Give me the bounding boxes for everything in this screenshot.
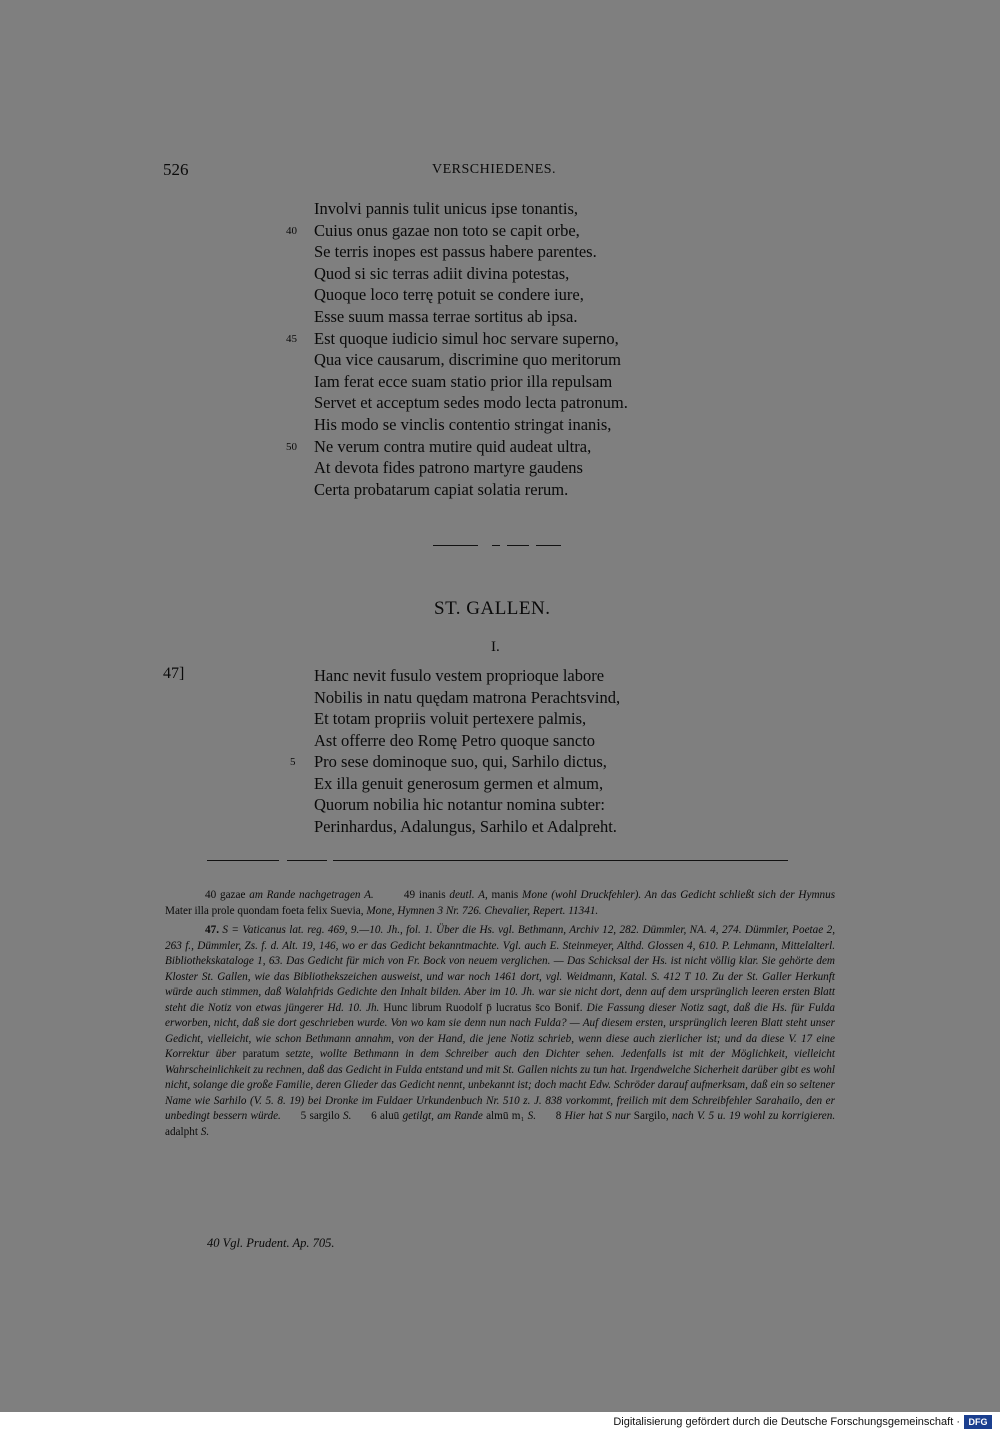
verse-line: Ex illa genuit generosum germen et almum, xyxy=(314,774,604,793)
verse-line: Et totam propriis voluit pertexere palmis, xyxy=(314,709,587,728)
critical-apparatus xyxy=(165,888,835,1144)
verse-line: Pro sese dominoque suo, qui, Sarhilo dictus, xyxy=(314,752,607,771)
ornament-segment xyxy=(536,545,561,546)
verse-line: Quorum nobilia hic notantur nomina subter: xyxy=(314,795,605,814)
ornament-segment xyxy=(433,545,478,546)
verse-line: Quod si sic terras adiit divina potestas, xyxy=(314,264,570,283)
rule-segment xyxy=(207,860,279,861)
verse-line: Quoque loco terrę potuit se condere iure, xyxy=(314,285,584,304)
rule-segment xyxy=(287,860,327,861)
footnote-source: 40 Vgl. Prudent. Ap. 705. xyxy=(207,1236,335,1250)
verse-line: Certa probatarum capiat solatia rerum. xyxy=(314,480,569,499)
verse-line: At devota fides patrono martyre gaudens xyxy=(314,458,583,477)
running-title: VERSCHIEDENES. xyxy=(432,162,557,177)
verse-line: Involvi pannis tulit unicus ipse tonantis, xyxy=(314,199,578,218)
ornament-segment xyxy=(492,545,500,546)
verse-line: Perinhardus, Adalungus, Sarhilo et Adalpreht. xyxy=(314,817,617,836)
section-number: I. xyxy=(491,639,500,655)
line-number: 45 xyxy=(286,333,297,345)
dfg-logo-icon: DFG xyxy=(964,1415,992,1429)
verse-line: Iam ferat ecce suam statio prior illa repulsam xyxy=(314,372,613,391)
funding-notice: Digitalisierung gefördert durch die Deutsche Forschungsgemeinschaft · xyxy=(613,1416,960,1428)
verse-line: Hanc nevit fusulo vestem proprioque labore xyxy=(314,666,605,685)
rule-segment xyxy=(333,860,788,861)
verse-line: Esse suum massa terrae sortitus ab ipsa. xyxy=(314,307,578,326)
verse-line: Nobilis in natu quędam matrona Perachtsvind, xyxy=(314,688,621,707)
note-40-49: 40 gazae am Rande nachgetragen A. 49 inanis deutl. A, manis Mone (wohl Druckfehler). An das Gedicht schließt sich der Hymnus Mater illa prole quondam foeta felix Suevia, Mone, Hymnen 3 Nr. 726. Chevalier, Repert. 11341. xyxy=(165,889,836,917)
verse-line: Qua vice causarum, discrimine quo meritorum xyxy=(314,350,621,369)
poem-number: 47] xyxy=(163,665,185,682)
section-title: ST. GALLEN. xyxy=(434,598,551,619)
verse-line: Ne verum contra mutire quid audeat ultra, xyxy=(314,437,592,456)
ornament-segment xyxy=(507,545,529,546)
line-number: 50 xyxy=(286,441,297,453)
verse-line: Servet et acceptum sedes modo lecta patronum. xyxy=(314,393,628,412)
verse-line: His modo se vinclis contentio stringat inanis, xyxy=(314,415,612,434)
page-number: 526 xyxy=(163,160,189,179)
line-number: 40 xyxy=(286,225,297,237)
verse-line: Ast offerre deo Romę Petro quoque sancto xyxy=(314,731,596,750)
verse-line: Se terris inopes est passus habere parentes. xyxy=(314,242,597,261)
verse-line: Cuius onus gazae non toto se capit orbe, xyxy=(314,221,580,240)
line-number: 5 xyxy=(290,756,296,768)
footer-bar xyxy=(0,1412,1000,1434)
note-47: 47. S = Vaticanus lat. reg. 469, 9.—10. Jh., fol. 1. Über die Hs. vgl. Bethmann, Archiv 12, 282. Dümmler, NA. 4, 274. Dümmler, Poetae 2, 263 f., Dümmler, Zs. f. d. Alt. 19, 146, wo er das Gedicht bekanntmachte. Vgl. auch E. Steinmeyer, Althd. Glossen 4, 610. P. Lehmann, Mittelalterl. Bibliothekskataloge 1, 63. Das Gedicht für mich von Fr. Bock von neuem verglichen. — Das Schicksal der Hs. ist nicht völlig klar. Sie gehörte dem Kloster St. Gallen, wie das Bibliothekszeichen ausweist, und war noch 1461 dort, vgl. Weidmann, Katal. S. 412 T 10. Zu der St. Galler Herkunft würde auch stimmen, daß Walahfrids Gedichte den Inhalt bilden. Aber im 10. Jh. war sie nicht dort, denn auf dem ursprünglich leeren ersten Blatt steht die Notiz von etwas jüngerer Hd. 10. Jh. Hunc librum Ruodolf p̄ lucratus s̄co Bonif. Die Fassung dieser Notiz sagt, daß die Hs. für Fulda erworben, nicht, daß sie dort geschrieben wurde. Von wo kam sie denn nun nach Fulda? — Auf diesem ersten, ursprünglich leeren Blatt steht unser Gedicht, vielleicht, wie schon Bethmann annahm, von der Hand, die jene Notiz schrieb, wenn diese auch zierlicher ist; und da diese V. 17 eine Korrektur über paratum setzte, wollte Bethmann in dem Schreiber auch den Dichter sehen. Jedenfalls ist mit der Möglichkeit, vielleicht Wahrscheinlichkeit zu rechnen, daß das Gedicht in Fulda entstand und mit St. Gallen nichts zu tun hat. Irgendwelche Sicherheit darüber gibt es wohl nicht, solange die große Familie, deren Glieder das Gedicht nennt, unbekannt ist; doch macht Edw. Schröder darauf aufmerksam, daß ein so seltener Name wie Sarhilo (V. 5. 8. 19) bei Dronke im Fuldaer Urkundenbuch Nr. 510 z. J. 838 vorkommt, freilich mit dem Schreibfehler Sarahailo, den er unbedingt bessern würde. 5 sargilo S. 6 aluū getilgt, am Rande almū m₁ S. 8 Hier hat S nur Sargilo, nach V. 5 u. 19 wohl zu korrigieren. adalpht S. xyxy=(165,924,836,1138)
verse-line: Est quoque iudicio simul hoc servare superno, xyxy=(314,329,619,348)
